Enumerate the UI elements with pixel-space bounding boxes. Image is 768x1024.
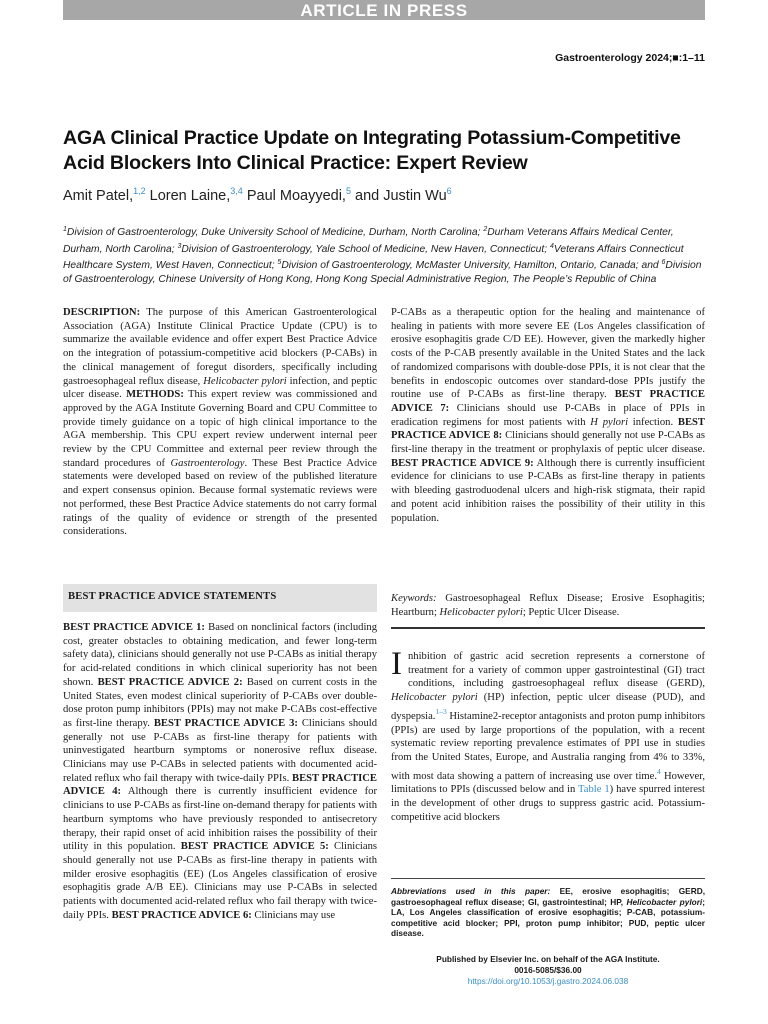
bpa-text: Although there is currently insufficient evidence for clinicians to use P-CABs as first-line therapy in patients with bleeding gastroduodenal ulcers and high-risk stigmata, their rapid and potent acid inhibition raises the possibility of their utility in this population. [391, 457, 705, 524]
introduction [391, 646, 706, 824]
abbreviations [391, 886, 705, 939]
section-divider [391, 627, 705, 629]
bpa-text: infection. [628, 416, 678, 428]
article-in-press-banner: ARTICLE IN PRESS [63, 0, 705, 20]
bpa-heading: BEST PRACTICE ADVICE STATEMENTS [68, 591, 277, 602]
intro-italic: Helicobacter pylori [391, 692, 478, 704]
affiliation-number: 1 [63, 226, 67, 233]
affiliation-number: 6 [661, 259, 666, 267]
intro-text: However, limitations to PPIs (discussed below and in [391, 770, 705, 796]
affiliations [63, 223, 708, 287]
citation-link[interactable]: 1–3 [435, 706, 447, 716]
bpa-text: Clinicians should generally not use P-CABs as first-line therapy in patients with milder erosive esophagitis (EE) (Los Angeles classification of erosive esophagitis grade A/B EE). Clinicians may use P-CABs in selected patients with documented acid-related reflux who fail therapy with twice-daily PPIs. [63, 841, 378, 921]
affiliation-text: Veterans Affairs Connecticut Healthcare System, West Haven, Connecticut; [63, 243, 684, 272]
bpa-text: Based on nonclinical factors (including cost, greater obstacles to obtaining medication, and fewer long-term safety data), clinicians should generally not use P-CABs as initial therapy for acid-related conditions in which clinical superiority has not been shown. [63, 622, 377, 688]
author-name[interactable]: and Justin Wu [355, 188, 447, 204]
article-title: AGA Clinical Practice Update on Integrating Potassium-Competitive Acid Blockers Into Clinical Practice: Expert Review [63, 127, 681, 174]
abstract [63, 306, 377, 539]
bpa-label: BEST PRACTICE ADVICE 4: [63, 772, 377, 798]
author-list [63, 186, 452, 204]
abstract-description-label: DESCRIPTION: [63, 307, 141, 318]
bpa-label: BEST PRACTICE ADVICE 1: [63, 622, 205, 633]
abbreviations-text: ; LA, Los Angeles classification of erosive esophagitis; P-CAB, potassium-competitive acid blocker; PPI, proton pump inhibitor; PUD, peptic ulcer disease. [391, 896, 705, 939]
abstract-methods-text: . These Best Practice Advice statements were developed based on review of the published literature and expert consensus opinion. Because formal systematic reviews were not performed, these Best Practice Advice statements do not carry formal ratings of the quality of evidence or strength of the presented considerations. [63, 457, 377, 538]
bpa-italic: H pylori [590, 416, 629, 428]
drop-cap: I [391, 646, 402, 682]
intro-text: ) have spurred interest in the development of other drugs to suppress gastric acid. Potassium-competitive acid blockers [391, 784, 705, 823]
footnote-divider [391, 878, 705, 879]
bpa-text: Clinicians should use P-CABs in place of PPIs in eradication regimens for most patients with [391, 402, 705, 428]
doi-link[interactable]: https://doi.org/10.1053/j.gastro.2024.06.038 [467, 976, 629, 986]
abbreviations-italic: Helicobacter pylori [626, 896, 703, 907]
abstract-description-text: infection, and peptic ulcer disease. [63, 375, 377, 401]
author-name[interactable]: Amit Patel, [63, 188, 134, 204]
author-name[interactable]: Loren Laine, [149, 188, 231, 204]
abbreviations-label: Abbreviations used in this paper: [391, 886, 551, 896]
intro-text: Histamine2-receptor antagonists and proton pump inhibitors (PPIs) are used by large proportions of the population, with a recent systematic review reporting prevalence estimates of PPI use in studies from the United States, Europe, and Australia ranging from 4% to 33%, with most data showing a pattern of increasing use over time. [391, 710, 706, 782]
affiliation-text: Division of Gastroenterology, Chinese University of Hong Kong, Hong Kong Special Administrative Region, The People’s Republic of China [63, 260, 702, 286]
keywords-italic: Helicobacter pylori [439, 607, 523, 618]
bpa-text: Clinicians should generally not use P-CABs as first-line therapy for patients with uninvestigated heartburn symptoms or nonerosive reflux disease. Clinicians may use P-CABs in selected patients with documented acid-related reflux who fail therapy with twice-daily PPIs. [63, 717, 378, 784]
bpa-continued-text: P-CABs as a therapeutic option for the healing and maintenance of healing in patients with more severe EE (Los Angeles classification of erosive esophagitis grade C/D EE). However, given the markedly higher costs of the P-CAB presently available in the United States and the lack of randomized comparisons with double-dose PPIs, it is not clear that the benefits in endoscopic outcomes over standard-dose PPIs justify the routine use of P-CABs as first-line therapy. [391, 307, 705, 401]
intro-text: nhibition of gastric acid secretion represents a cornerstone of treatment for a variety of common upper gastrointestinal (GI) tract conditions, including gastroesophageal reflux disease (GERD), [408, 651, 705, 690]
bpa-label: BEST PRACTICE ADVICE 3: [153, 717, 298, 729]
keywords-label: Keywords: [391, 593, 437, 604]
affiliation-number: 3 [177, 242, 182, 250]
intro-text: (HP) infection, peptic ulcer disease (PUD), and dyspepsia. [391, 692, 705, 722]
issn-price: 0016-5085/$36.00 [514, 965, 582, 975]
abstract-methods-text: This expert review was commissioned and approved by the AGA Institute Governing Board and CPU Committee to provide timely guidance on a topic of high clinical importance to the AGA membership. This CPU expert review underwent internal peer review by the CPU Committee and external peer review through the standard procedures of [63, 389, 377, 469]
affiliation-number: 4 [549, 242, 554, 250]
affiliation-text: Division of Gastroenterology, Yale School of Medicine, New Haven, Connecticut; [181, 243, 550, 255]
keywords-text: ; Peptic Ulcer Disease. [522, 607, 620, 618]
bpa-text: Clinicians may use [251, 909, 336, 921]
bpa-text: Clinicians should generally not use P-CABs as first-line therapy in the treatment or prophylaxis of peptic ulcer disease. [391, 430, 705, 456]
keywords [391, 592, 705, 620]
author-affiliation-ref[interactable]: 1,2 [133, 186, 146, 196]
journal-citation: Gastroenterology 2024;■:1–11 [555, 52, 705, 64]
bpa-label: BEST PRACTICE ADVICE 5: [180, 841, 329, 853]
affiliation-number: 2 [483, 226, 488, 233]
citation-link[interactable]: 4 [656, 766, 661, 776]
author-affiliation-ref[interactable]: 6 [446, 186, 452, 196]
abbreviations-text: EE, erosive esophagitis; GERD, gastroesophageal reflux disease; GI, gastrointestinal; HP, [391, 886, 705, 907]
author-name[interactable]: Paul Moayyedi, [246, 188, 346, 204]
author-affiliation-ref[interactable]: 5 [345, 186, 351, 196]
bpa-statements-left [63, 621, 377, 922]
affiliation-text: Division of Gastroenterology, McMaster University, Hamilton, Ontario, Canada; and [281, 260, 662, 272]
abstract-description-italic: Helicobacter pylori [203, 375, 287, 387]
abstract-methods-italic: Gastroenterology [170, 457, 245, 469]
bpa-label: BEST PRACTICE ADVICE 7: [391, 389, 705, 414]
affiliation-text: Division of Gastroenterology, Duke University School of Medicine, Durham, North Carolina; [66, 227, 484, 238]
publisher-info [391, 954, 705, 987]
bpa-label: BEST PRACTICE ADVICE 2: [97, 676, 243, 688]
bpa-statements-right [391, 306, 705, 525]
keywords-text: Gastroesophageal Reflux Disease; Erosive Esophagitis; Heartburn; [391, 593, 705, 618]
affiliation-text: Durham Veterans Affairs Medical Center, Durham, North Carolina; [63, 227, 674, 255]
bpa-label: BEST PRACTICE ADVICE 8: [391, 416, 705, 442]
bpa-text: Although there is currently insufficient evidence for clinicians to use P-CABs as first-line on-demand therapy for patients with heartburn symptoms who have previously responded to antisecretory therapy, their rapid onset of acid inhibition raises the possibility of their utility in this population. [63, 786, 378, 853]
abstract-description-text: The purpose of this American Gastroenterological Association (AGA) Institute Clinical Practice Update (CPU) is to summarize the available evidence and offer expert Best Practice Advice on the integration of potassium-competitive acid blockers (P-CABs) in the clinical management of foregut disorders, specifically including gastroesophageal reflux disease, [63, 307, 377, 387]
author-affiliation-ref[interactable]: 3,4 [230, 186, 243, 196]
affiliation-number: 5 [277, 259, 282, 267]
bpa-label: BEST PRACTICE ADVICE 9: [391, 457, 534, 469]
abstract-methods-label: METHODS: [126, 389, 184, 401]
bpa-label: BEST PRACTICE ADVICE 6: [111, 909, 252, 921]
publisher-line: Published by Elsevier Inc. on behalf of the AGA Institute. [436, 954, 660, 964]
bpa-text: Based on current costs in the United States, even modest clinical superiority of P-CABs over double-dose proton pump inhibitors (PPIs) may not make P-CABs cost-effective as first-line therapy. [63, 676, 377, 729]
table-link[interactable]: Table 1 [578, 784, 610, 796]
